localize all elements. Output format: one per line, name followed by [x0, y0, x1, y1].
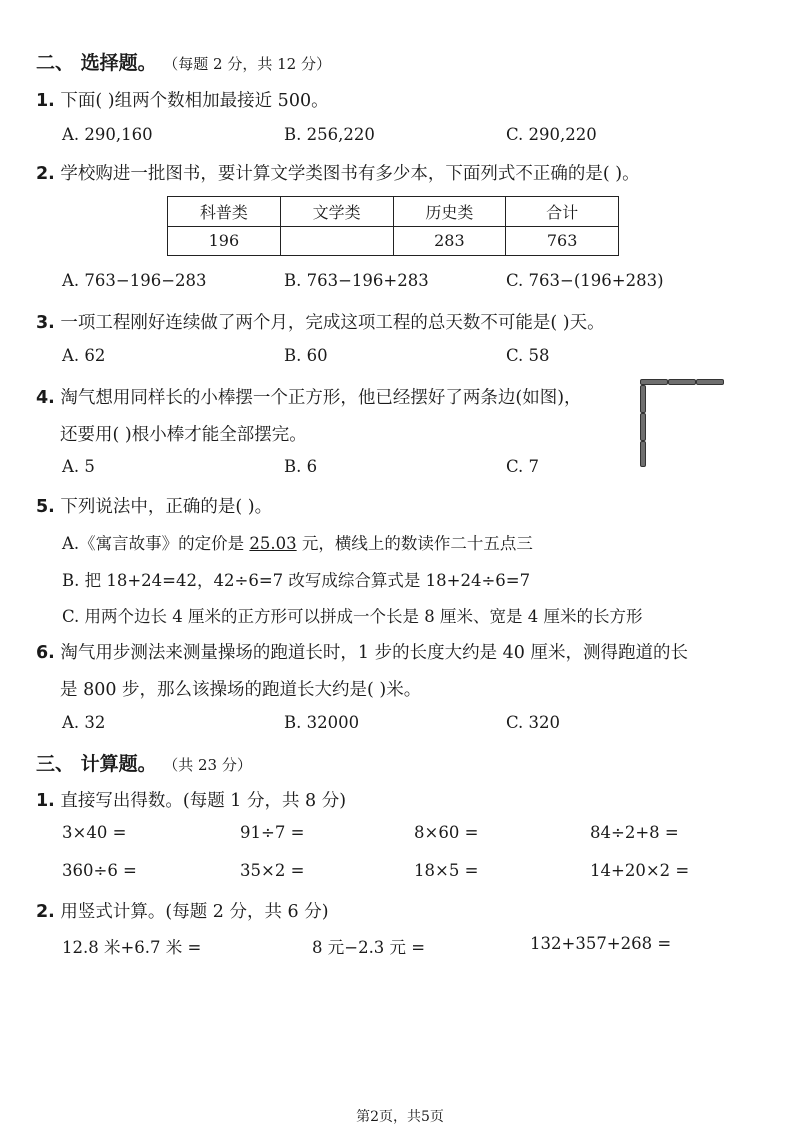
section-2-title: 二、 选择题。 [36, 52, 157, 74]
option-c[interactable]: C. 320 [506, 713, 561, 732]
statement-c[interactable]: C. 用两个边长 4 厘米的正方形可以拼成一个长是 8 厘米、宽是 4 厘米的长方形 [62, 607, 643, 626]
question-text: 下列说法中，正确的是( )。 [60, 497, 273, 517]
table-cell-blank [280, 226, 393, 256]
option-a[interactable]: A. 32 [62, 713, 106, 732]
question-text: 用竖式计算。(每题 2 分，共 6 分) [60, 902, 329, 922]
page-number-footer: 第2页，共5页 [356, 1109, 444, 1125]
table-cell: 历史类 [393, 197, 506, 227]
table-cell: 科普类 [168, 197, 281, 227]
question-number: 1. [36, 91, 55, 111]
question-4 [36, 384, 582, 409]
question-number: 4. [36, 388, 55, 408]
question-number: 5. [36, 497, 55, 517]
stick-horizontal-2 [668, 379, 696, 385]
question-number: 2. [36, 902, 55, 922]
option-a[interactable]: A. 290,160 [62, 125, 153, 144]
question-1 [36, 87, 329, 112]
option-c[interactable]: C. 290,220 [506, 125, 597, 144]
question-text: 淘气用步测法来测量操场的跑道长时，1 步的长度大约是 40 厘米，测得跑道的长 [60, 643, 688, 663]
sticks-figure [640, 379, 730, 469]
question-2 [36, 160, 640, 185]
calc-item[interactable]: 35×2 = [240, 861, 305, 880]
question-number: 2. [36, 164, 55, 184]
calc-item[interactable]: 360÷6 = [62, 861, 137, 880]
section-3-heading [36, 749, 252, 776]
question-6-line-2: 是 800 步，那么该操场的跑道长大约是( )米。 [60, 680, 422, 700]
section-3-note: （共 23 分） [163, 756, 252, 774]
question-number: 1. [36, 791, 55, 811]
calc-item[interactable]: 84÷2+8 = [590, 823, 679, 842]
calc-item[interactable]: 3×40 = [62, 823, 127, 842]
vertical-calc-item[interactable]: 12.8 米+6.7 米 = [62, 938, 202, 957]
statement-a[interactable] [62, 530, 533, 554]
question-6 [36, 639, 688, 664]
question-text: 学校购进一批图书，要计算文学类图书有多少本，下面列式不正确的是( )。 [60, 164, 640, 184]
statement-a-prefix: A.《寓言故事》的定价是 [62, 534, 250, 553]
option-c[interactable]: C. 763−(196+283) [506, 271, 664, 290]
section-2-heading [36, 48, 331, 75]
table-row [168, 226, 619, 256]
table-cell: 文学类 [280, 197, 393, 227]
stick-vertical-1 [640, 385, 646, 413]
option-a[interactable]: A. 5 [62, 457, 95, 476]
calc-item[interactable]: 8×60 = [414, 823, 479, 842]
vertical-calc-item[interactable]: 132+357+268 = [530, 934, 672, 953]
option-c[interactable]: C. 58 [506, 346, 550, 365]
table-cell: 合计 [506, 197, 619, 227]
option-b[interactable]: B. 256,220 [284, 125, 375, 144]
question-text: 淘气想用同样长的小棒摆一个正方形，他已经摆好了两条边(如图)， [60, 388, 582, 408]
stick-horizontal-3 [696, 379, 724, 385]
table-cell: 283 [393, 226, 506, 256]
question-text: 直接写出得数。(每题 1 分，共 8 分) [60, 791, 347, 811]
calc-item[interactable]: 14+20×2 = [590, 861, 690, 880]
option-b[interactable]: B. 6 [284, 457, 318, 476]
option-a[interactable]: A. 62 [62, 346, 106, 365]
question-4-line-2: 还要用( )根小棒才能全部摆完。 [60, 425, 307, 445]
book-count-table [167, 196, 619, 256]
question-text: 一项工程刚好连续做了两个月，完成这项工程的总天数不可能是( )天。 [60, 313, 605, 333]
option-b[interactable]: B. 763−196+283 [284, 271, 429, 290]
stick-vertical-3 [640, 441, 646, 467]
stick-vertical-2 [640, 413, 646, 441]
question-5 [36, 493, 272, 518]
question-number: 6. [36, 643, 55, 663]
question-number: 3. [36, 313, 55, 333]
table-header-row [168, 197, 619, 227]
question-text: 下面( )组两个数相加最接近 500。 [60, 91, 329, 111]
statement-a-underlined: 25.03 [249, 534, 297, 553]
calc-part-2 [36, 898, 329, 923]
vertical-calc-item[interactable]: 8 元−2.3 元 = [312, 938, 426, 957]
question-3 [36, 309, 605, 334]
option-b[interactable]: B. 60 [284, 346, 328, 365]
table-cell: 763 [506, 226, 619, 256]
statement-b[interactable]: B. 把 18+24=42，42÷6=7 改写成综合算式是 18+24÷6=7 [62, 571, 531, 590]
statement-a-suffix: 元，横线上的数读作二十五点三 [296, 534, 533, 553]
option-b[interactable]: B. 32000 [284, 713, 360, 732]
calc-item[interactable]: 18×5 = [414, 861, 479, 880]
option-a[interactable]: A. 763−196−283 [62, 271, 207, 290]
calc-item[interactable]: 91÷7 = [240, 823, 305, 842]
table-cell: 196 [168, 226, 281, 256]
calc-part-1 [36, 787, 346, 812]
section-2-note: （每题 2 分，共 12 分） [163, 55, 331, 73]
option-c[interactable]: C. 7 [506, 457, 540, 476]
section-3-title: 三、 计算题。 [36, 753, 157, 775]
